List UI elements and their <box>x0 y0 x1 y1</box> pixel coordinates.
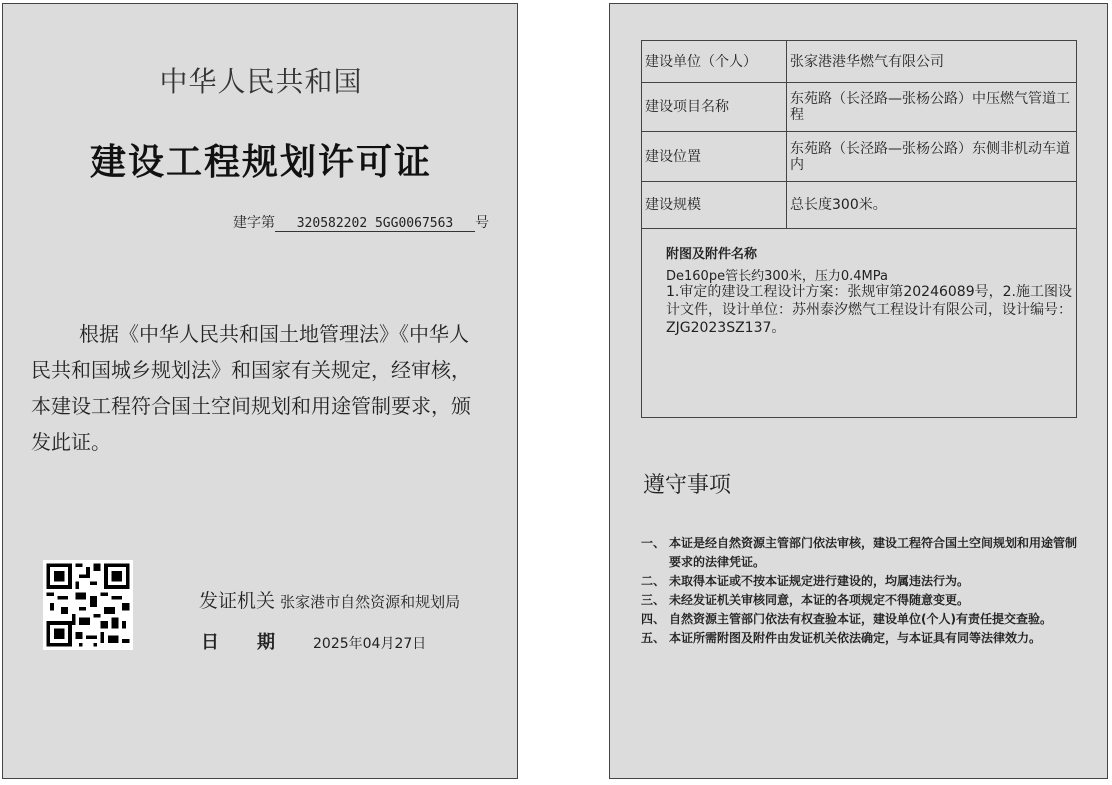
row-key: 建设单位（个人） <box>642 41 787 83</box>
attachments-box <box>641 229 1077 418</box>
rule-number: 三、 <box>641 593 666 607</box>
list-item <box>641 629 1081 648</box>
rule-text: 自然资源主管部门依法有权查验本证，建设单位(个人)有责任提交查验。 <box>669 612 1052 626</box>
rule-text: 本证所需附图及附件由发证机关依法确定，与本证具有同等法律效力。 <box>669 631 1042 645</box>
certificate-number-line <box>233 212 489 232</box>
certificate-number-suffix: 号 <box>475 215 489 231</box>
row-key: 建设项目名称 <box>642 83 787 132</box>
attachments-heading: 附图及附件名称 <box>666 247 758 262</box>
certificate-front-page <box>2 3 518 779</box>
row-value: 东苑路（长泾路—张杨公路）中压燃气管道工程 <box>787 83 1077 132</box>
issuing-authority-label: 发证机关 <box>199 590 276 612</box>
rules-list <box>641 534 1081 648</box>
country-name: 中华人民共和国 <box>159 65 363 98</box>
attachments-line-2: 1.审定的建设工程设计方案：张规审第20246089号，2.施工图设计文件，设计单位：苏州泰汐燃气工程设计有限公司，设计编号：ZJG2023SZ137。 <box>666 284 1072 336</box>
row-value: 张家港港华燃气有限公司 <box>787 41 1077 83</box>
row-value: 总长度300米。 <box>787 182 1077 229</box>
table-row <box>642 182 1077 229</box>
row-value: 东苑路（长泾路—张杨公路）东侧非机动车道内 <box>787 132 1077 182</box>
certificate-number-prefix: 建字第 <box>233 215 275 231</box>
attachments-line-1: De160pe管长约300米，压力0.4MPa <box>666 269 888 284</box>
qr-code <box>43 560 133 650</box>
issue-date-label: 日期 <box>201 632 313 653</box>
certificate-title: 建设工程规划许可证 <box>89 142 432 183</box>
rule-number: 二、 <box>641 574 666 588</box>
row-key: 建设规模 <box>642 182 787 229</box>
rule-number: 五、 <box>641 631 666 645</box>
table-row <box>642 83 1077 132</box>
rule-number: 四、 <box>641 612 666 626</box>
rule-text: 未经发证机关审核同意，本证的各项规定不得随意变更。 <box>669 593 970 607</box>
project-info-table <box>641 40 1077 229</box>
rule-text: 未取得本证或不按本证规定进行建设的，均属违法行为。 <box>669 574 970 588</box>
table-row <box>642 132 1077 182</box>
list-item <box>641 610 1081 629</box>
rules-title: 遵守事项 <box>643 473 732 498</box>
issue-date <box>201 628 426 654</box>
list-item <box>641 591 1081 610</box>
issuance-statement: 根据《中华人民共和国土地管理法》《中华人民共和国城乡规划法》和国家有关规定，经审核，本建设工程符合国土空间规划和用途管制要求，颁发此证。 <box>31 322 471 454</box>
list-item <box>641 534 1081 572</box>
row-key: 建设位置 <box>642 132 787 182</box>
rule-number: 一、 <box>641 536 666 550</box>
certificate-number: 320582202 5GG0067563 <box>275 216 475 232</box>
certificate-back-page <box>609 3 1108 779</box>
rule-text: 本证是经自然资源主管部门依法审核，建设工程符合国土空间规划和用途管制要求的法律凭证。 <box>669 536 1078 569</box>
table-row <box>642 41 1077 83</box>
issuing-authority <box>199 586 460 613</box>
issuing-authority-value: 张家港市自然资源和规划局 <box>280 593 461 611</box>
issue-date-value: 2025年04月27日 <box>313 636 427 652</box>
list-item <box>641 572 1081 591</box>
